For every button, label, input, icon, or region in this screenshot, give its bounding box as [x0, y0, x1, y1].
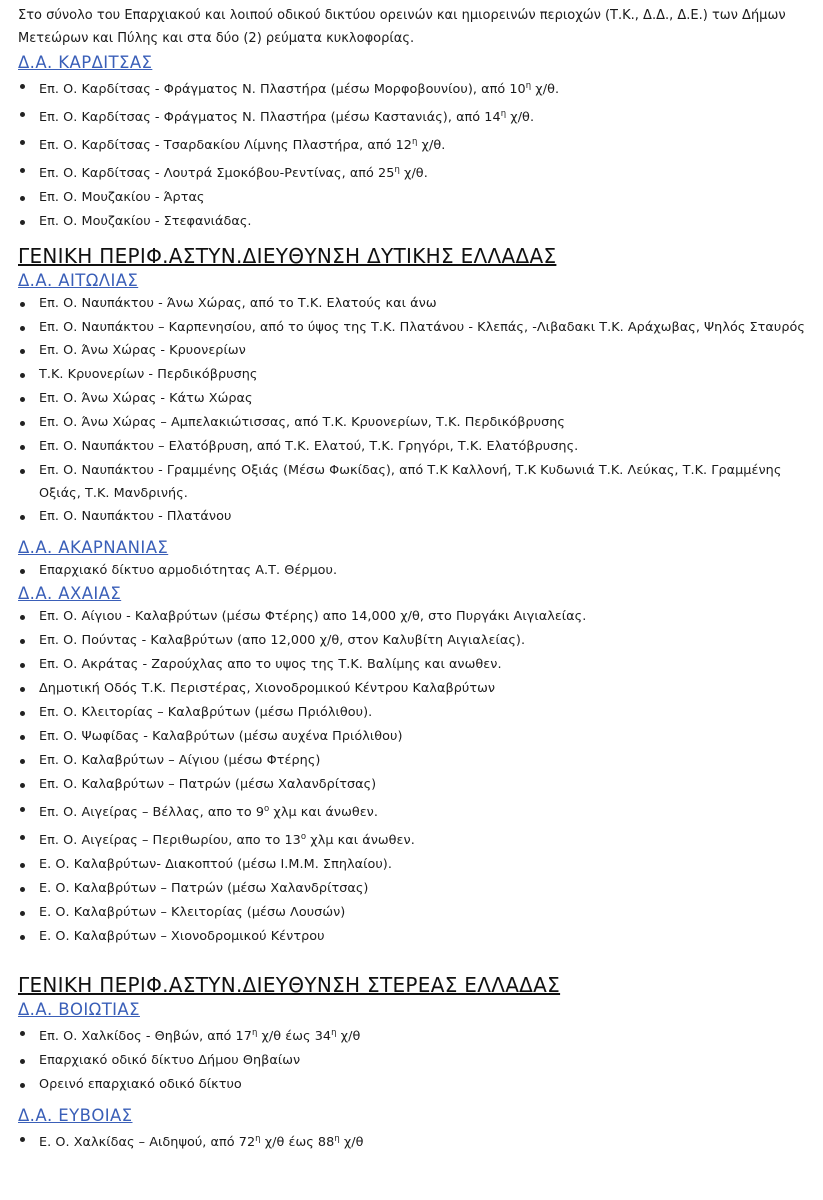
heading-sterea: ΓΕΝΙΚΗ ΠΕΡΙΦ.ΑΣΤΥΝ.ΔΙΕΥΘΥΝΣΗ ΣΤΕΡΕΑΣ ΕΛΛΑΔΑΣ [18, 973, 561, 997]
list-akarnania [18, 559, 815, 583]
heading-west-greece: ΓΕΝΙΚΗ ΠΕΡΙΦ.ΑΣΤΥΝ.ΔΙΕΥΘΥΝΣΗ ΔΥΤΙΚΗΣ ΕΛΛΑΔΑΣ [18, 244, 557, 268]
heading-karditsa: Δ.Α. ΚΑΡΔΙΤΣΑΣ [18, 53, 153, 72]
heading-voiotia: Δ.Α. ΒΟΙΩΤΙΑΣ [18, 1000, 140, 1019]
list-item: Επ. Ο. Καλαβρύτων – Αίγιου (μέσω Φτέρης) [18, 749, 815, 773]
list-item: Ε. Ο. Καλαβρύτων – Χιονοδρομικού Κέντρου [18, 925, 815, 949]
heading-akarnania: Δ.Α. ΑΚΑΡΝΑΝΙΑΣ [18, 538, 169, 557]
list-voiotia [18, 1021, 815, 1097]
list-item: Επ. Ο. Καρδίτσας - Τσαρδακίου Λίμνης Πλαστήρα, από $12^\eta$ χ/θ. [18, 130, 815, 158]
heading-achaia: Δ.Α. ΑΧΑΙΑΣ [18, 584, 122, 603]
list-item: Επ. Ο. Αιγείρας – Περιθωρίου, απο το $13^o$ χλμ και άνωθεν. [18, 825, 815, 853]
list-item: Δημοτική Οδός Τ.Κ. Περιστέρας, Χιονοδρομικού Κέντρου Καλαβρύτων [18, 677, 815, 701]
list-item: Επ. Ο. Ψωφίδας - Καλαβρύτων (μέσω αυχένα Πριόλιθου) [18, 725, 815, 749]
list-item: Επ. Ο. Καλαβρύτων – Πατρών (μέσω Χαλανδρίτσας) [18, 773, 815, 797]
list-item: Επ. Ο. Ναυπάκτου - Γραμμένης Οξιάς (Μέσω Φωκίδας), από Τ.Κ Καλλονή, Τ.Κ Κυδωνιά Τ.Κ. Λεύκας, Τ.Κ. Γραμμένης Οξιάς, Τ.Κ. Μανδρινής. [18, 459, 815, 505]
heading-evoia: Δ.Α. ΕΥΒΟΙΑΣ [18, 1106, 133, 1125]
list-item: Επ. Ο. Καρδίτσας - Φράγματος Ν. Πλαστήρα (μέσω Μορφοβουνίου), από $10^\eta$ χ/θ. [18, 74, 815, 102]
list-item: Επ. Ο. Χαλκίδος - Θηβών, από $17^\eta$ χ/θ έως $34^\eta$ χ/θ [18, 1021, 815, 1049]
list-aitolia [18, 292, 815, 529]
list-achaia [18, 605, 815, 949]
list-item: Ε. Ο. Χαλκίδας – Αιδηψού, από $72^\eta$ χ/θ έως $88^\eta$ χ/θ [18, 1127, 815, 1155]
list-item: Επ. Ο. Αίγιου - Καλαβρύτων (μέσω Φτέρης) απο 14,000 χ/θ, στο Πυργάκι Αιγιαλείας. [18, 605, 815, 629]
list-item: Επ. Ο. Καρδίτσας - Λουτρά Σμοκόβου-Ρεντίνας, από $25^\eta$ χ/θ. [18, 158, 815, 186]
list-item: Επ. Ο. Αιγείρας – Βέλλας, απο το $9^o$ χλμ και άνωθεν. [18, 797, 815, 825]
list-item: Ορεινό επαρχιακό οδικό δίκτυο [18, 1073, 815, 1097]
list-item: Επ. Ο. Μουζακίου - Στεφανιάδας. [18, 210, 815, 234]
list-item: Επ. Ο. Πούντας - Καλαβρύτων (απο 12,000 χ/θ, στον Καλυβίτη Αιγιαλείας). [18, 629, 815, 653]
list-item: Επ. Ο. Μουζακίου - Άρτας [18, 186, 815, 210]
list-item: Επ. Ο. Ναυπάκτου – Καρπενησίου, από το ύψος της Τ.Κ. Πλατάνου - Κλεπάς, -Λιβαδακι Τ.Κ. Αράχωβας, Ψηλός Σταυρός [18, 316, 815, 339]
intro-paragraph: Στο σύνολο του Επαρχιακού και λοιπού οδικού δικτύου ορεινών και ημιορεινών περιοχών (Τ.Κ., Δ.Δ., Δ.Ε.) των Δήμων Μετεώρων και Πύλης και στα δύο (2) ρεύματα κυκλοφορίας. [18, 8, 786, 46]
list-item: Επαρχιακό οδικό δίκτυο Δήμου Θηβαίων [18, 1049, 815, 1073]
list-item: Επ. Ο. Ναυπάκτου – Ελατόβρυση, από Τ.Κ. Ελατού, Τ.Κ. Γρηγόρι, Τ.Κ. Ελατόβρυσης. [18, 435, 815, 459]
list-item: Επαρχιακό δίκτυο αρμοδιότητας Α.Τ. Θέρμου. [18, 559, 815, 583]
list-item: Επ. Ο. Καρδίτσας - Φράγματος Ν. Πλαστήρα (μέσω Καστανιάς), από $14^\eta$ χ/θ. [18, 102, 815, 130]
list-item: Ε. Ο. Καλαβρύτων- Διακοπτού (μέσω Ι.Μ.Μ. Σπηλαίου). [18, 853, 815, 877]
list-item: Επ. Ο. Ακράτας - Ζαρούχλας απο το υψος της Τ.Κ. Βαλίμης και ανωθεν. [18, 653, 815, 677]
list-item: Επ. Ο. Κλειτορίας – Καλαβρύτων (μέσω Πριόλιθου). [18, 701, 815, 725]
list-item: Επ. Ο. Άνω Χώρας - Κρυονερίων [18, 339, 815, 363]
list-item: Ε. Ο. Καλαβρύτων – Πατρών (μέσω Χαλανδρίτσας) [18, 877, 815, 901]
list-item: Ε. Ο. Καλαβρύτων – Κλειτορίας (μέσω Λουσών) [18, 901, 815, 925]
list-item: Επ. Ο. Άνω Χώρας - Κάτω Χώρας [18, 387, 815, 411]
list-item: Επ. Ο. Ναυπάκτου - Πλατάνου [18, 505, 815, 529]
heading-aitolia: Δ.Α. ΑΙΤΩΛΙΑΣ [18, 271, 139, 290]
list-evoia [18, 1127, 815, 1155]
list-item: Επ. Ο. Ναυπάκτου - Άνω Χώρας, από το Τ.Κ. Ελατούς και άνω [18, 292, 815, 316]
list-karditsa [18, 74, 815, 234]
list-item: Επ. Ο. Άνω Χώρας – Αμπελακιώτισσας, από Τ.Κ. Κρυονερίων, Τ.Κ. Περδικόβρυσης [18, 411, 815, 435]
list-item: Τ.Κ. Κρυονερίων - Περδικόβρυσης [18, 363, 815, 387]
